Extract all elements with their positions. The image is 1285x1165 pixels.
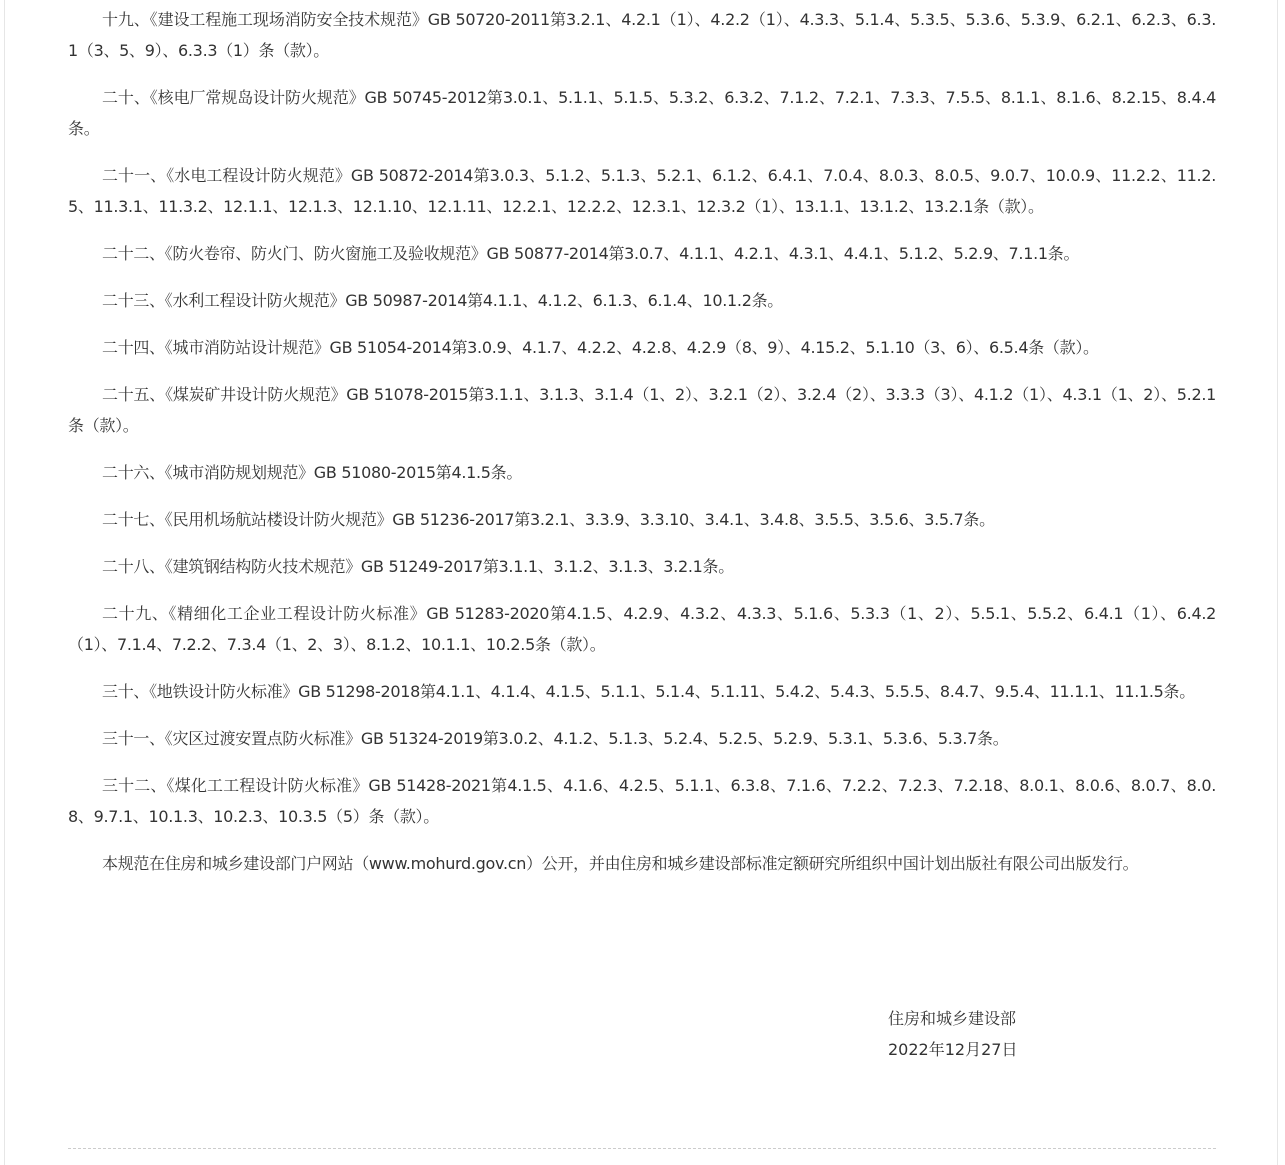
paragraph-item-21: 二十一、《水电工程设计防火规范》GB 50872-2014第3.0.3、5.1.2、5.1.3、5.2.1、6.1.2、6.4.1、7.0.4、8.0.3、8.0.5、9.0.7、10.0.9、11.2.2、11.2.5、11.3.1、11.3.2、12.1.1、12.1.3、12.1.10、12.1.11、12.2.1、12.2.2、12.3.1、12.3.2（1）、13.1.1、13.1.2、13.2.1条（款）。 — [68, 166, 1216, 216]
signature-block — [888, 1003, 1017, 1065]
paragraph-item-23: 二十三、《水利工程设计防火规范》GB 50987-2014第4.1.1、4.1.2、6.1.3、6.1.4、10.1.2条。 — [102, 291, 783, 310]
paragraph-item-30: 三十、《地铁设计防火标准》GB 51298-2018第4.1.1、4.1.4、4.1.5、5.1.1、5.1.4、5.1.11、5.4.2、5.4.3、5.5.5、8.4.7、9.5.4、11.1.1、11.1.5条。 — [102, 682, 1195, 701]
article-body — [68, 4, 1216, 895]
issue-date: 2022年12月27日 — [888, 1040, 1018, 1059]
paragraph-item-32: 三十二、《煤化工工程设计防火标准》GB 51428-2021第4.1.5、4.1.6、4.2.5、5.1.1、6.3.8、7.1.6、7.2.2、7.2.3、7.2.18、8.0.1、8.0.6、8.0.7、8.0.8、9.7.1、10.1.3、10.2.3、10.3.5（5）条（款）。 — [68, 776, 1216, 826]
paragraph-item-26: 二十六、《城市消防规划规范》GB 51080-2015第4.1.5条。 — [102, 463, 523, 482]
paragraph-item-28: 二十八、《建筑钢结构防火技术规范》GB 51249-2017第3.1.1、3.1.2、3.1.3、3.2.1条。 — [102, 557, 734, 576]
paragraph-item-22: 二十二、《防火卷帘、防火门、防火窗施工及验收规范》GB 50877-2014第3.0.7、4.1.1、4.2.1、4.3.1、4.4.1、5.1.2、5.2.9、7.1.1条。 — [102, 244, 1080, 263]
paragraph-item-29: 二十九、《精细化工企业工程设计防火标准》GB 51283-2020第4.1.5、4.2.9、4.3.2、4.3.3、5.1.6、5.3.3（1、2）、5.5.1、5.5.2、6.4.1（1）、6.4.2（1）、7.1.4、7.2.2、7.3.4（1、2、3）、8.1.2、10.1.1、10.2.5条（款）。 — [68, 604, 1216, 654]
publication-notice: 本规范在住房和城乡建设部门户网站（www.mohurd.gov.cn）公开，并由住房和城乡建设部标准定额研究所组织中国计划出版社有限公司出版发行。 — [102, 854, 1139, 873]
paragraph-item-20: 二十、《核电厂常规岛设计防火规范》GB 50745-2012第3.0.1、5.1.1、5.1.5、5.3.2、6.3.2、7.1.2、7.2.1、7.3.3、7.5.5、8.1.1、8.1.6、8.2.15、8.4.4条。 — [68, 88, 1216, 138]
paragraph-item-25: 二十五、《煤炭矿井设计防火规范》GB 51078-2015第3.1.1、3.1.3、3.1.4（1、2）、3.2.1（2）、3.2.4（2）、3.3.3（3）、4.1.2（1）、4.3.1（1、2）、5.2.1条（款）。 — [68, 385, 1216, 435]
paragraph-item-24: 二十四、《城市消防站设计规范》GB 51054-2014第3.0.9、4.1.7、4.2.2、4.2.8、4.2.9（8、9）、4.15.2、5.1.10（3、6）、6.5.4条（款）。 — [102, 338, 1099, 357]
footer-divider — [68, 1148, 1216, 1149]
paragraph-item-31: 三十一、《灾区过渡安置点防火标准》GB 51324-2019第3.0.2、4.1.2、5.1.3、5.2.4、5.2.5、5.2.9、5.3.1、5.3.6、5.3.7条。 — [102, 729, 1009, 748]
paragraph-item-19: 十九、《建设工程施工现场消防安全技术规范》GB 50720-2011第3.2.1、4.2.1（1）、4.2.2（1）、4.3.3、5.1.4、5.3.5、5.3.6、5.3.9、6.2.1、6.2.3、6.3.1（3、5、9）、6.3.3（1）条（款）。 — [68, 10, 1216, 60]
paragraph-item-27: 二十七、《民用机场航站楼设计防火规范》GB 51236-2017第3.2.1、3.3.9、3.3.10、3.4.1、3.4.8、3.5.5、3.5.6、3.5.7条。 — [102, 510, 995, 529]
issuing-organization: 住房和城乡建设部 — [888, 1009, 1017, 1028]
